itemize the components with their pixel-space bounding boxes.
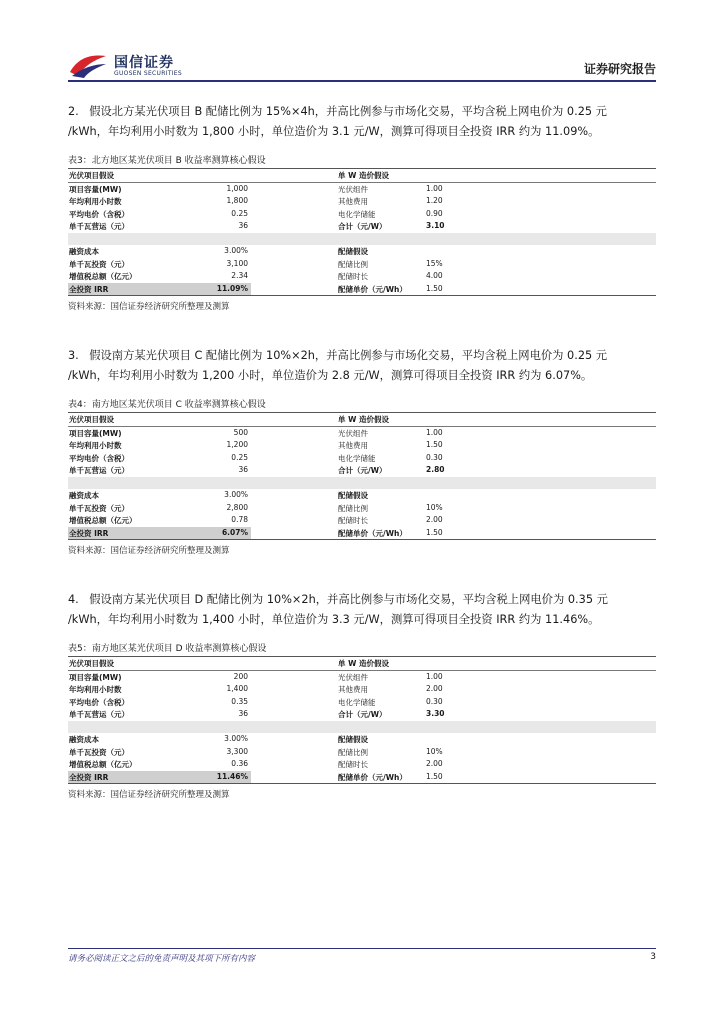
table-title: 表5：南方地区某光伏项目 D 收益率测算核心假设 bbox=[68, 644, 267, 654]
cost-label: 配储比例 bbox=[338, 503, 368, 513]
cost-value: 3.30 bbox=[426, 709, 445, 718]
cost-label: 合计（元/W） bbox=[338, 222, 387, 231]
table-row bbox=[68, 657, 656, 671]
param-label: 年均利用小时数 bbox=[69, 197, 122, 206]
assumption-paragraph bbox=[68, 590, 658, 630]
param-label: 单千瓦投资（元） bbox=[69, 259, 129, 269]
param-label: 平均电价（含税） bbox=[69, 697, 129, 707]
table-row bbox=[68, 514, 656, 527]
table-row bbox=[68, 169, 656, 183]
param-value: 2.34 bbox=[231, 271, 248, 280]
assumption-paragraph bbox=[68, 346, 658, 386]
table-row bbox=[68, 195, 656, 208]
param-label: 单千瓦营运（元） bbox=[69, 710, 129, 719]
param-label: 光伏项目假设 bbox=[69, 415, 114, 424]
table-row bbox=[68, 721, 656, 734]
param-label: 单千瓦营运（元） bbox=[69, 466, 129, 475]
param-label: 融资成本 bbox=[69, 735, 99, 744]
param-label: 增值税总额（亿元） bbox=[69, 516, 137, 525]
param-value: 36 bbox=[238, 465, 248, 474]
logo-chinese-name: 国信证券 bbox=[114, 55, 174, 71]
table-row bbox=[68, 708, 656, 721]
param-value: 1,400 bbox=[226, 684, 248, 693]
table-source-note: 资料来源：国信证券经济研究所整理及测算 bbox=[68, 302, 230, 312]
cost-value: 1.50 bbox=[426, 283, 443, 293]
table-row bbox=[68, 413, 656, 427]
paragraph-line-1 bbox=[68, 590, 658, 610]
table-row bbox=[68, 671, 656, 684]
cost-value: 1.50 bbox=[426, 527, 443, 537]
param-label: 单千瓦投资（元） bbox=[69, 503, 129, 513]
param-value: 3,100 bbox=[226, 258, 248, 268]
param-value: 0.25 bbox=[231, 452, 248, 462]
cost-value: 0.30 bbox=[426, 696, 443, 706]
cost-label: 电化学储能 bbox=[338, 453, 376, 463]
cost-value: 1.50 bbox=[426, 771, 443, 781]
cost-value: 3.10 bbox=[426, 221, 445, 230]
cost-label: 配储时长 bbox=[338, 272, 368, 281]
cost-label: 配储比例 bbox=[338, 259, 368, 269]
table-row bbox=[68, 771, 656, 784]
cost-label: 配储单价（元/Wh） bbox=[338, 284, 407, 294]
cost-value: 2.80 bbox=[426, 465, 445, 474]
param-label: 项目容量(MW) bbox=[69, 428, 122, 438]
param-label: 光伏项目假设 bbox=[69, 659, 114, 668]
paragraph-line-2: /kWh，年均利用小时数为 1,400 小时，单位造价为 3.3 元/W，测算可得项目全投资 IRR 约为 11.46%。 bbox=[68, 613, 600, 626]
param-value: 500 bbox=[233, 427, 248, 437]
cost-value: 4.00 bbox=[426, 271, 443, 280]
param-label: 平均电价（含税） bbox=[69, 209, 129, 219]
report-type-label: 证券研究报告 bbox=[583, 62, 656, 76]
table-row bbox=[68, 245, 656, 258]
table-row bbox=[68, 477, 656, 490]
guosen-logo-icon bbox=[68, 50, 108, 80]
table-row bbox=[68, 527, 656, 540]
param-label: 单千瓦投资（元） bbox=[69, 747, 129, 757]
table-row bbox=[68, 464, 656, 477]
cost-value: 1.00 bbox=[426, 427, 443, 437]
table-source-note: 资料来源：国信证券经济研究所整理及测算 bbox=[68, 546, 230, 556]
param-label: 项目容量(MW) bbox=[69, 672, 122, 682]
table-row bbox=[68, 746, 656, 759]
param-value: 1,800 bbox=[226, 196, 248, 205]
cost-label: 合计（元/W） bbox=[338, 710, 387, 719]
cost-label: 其他费用 bbox=[338, 441, 368, 450]
param-value: 1,200 bbox=[226, 440, 248, 449]
param-value: 11.46% bbox=[216, 771, 248, 781]
cost-label: 配储单价（元/Wh） bbox=[338, 772, 407, 782]
paragraph-line-2: /kWh，年均利用小时数为 1,800 小时，单位造价为 3.1 元/W，测算可得项目全投资 IRR 约为 11.09%。 bbox=[68, 125, 600, 138]
param-value: 11.09% bbox=[216, 283, 248, 293]
table-row bbox=[68, 233, 656, 246]
cost-label: 电化学储能 bbox=[338, 697, 376, 707]
paragraph-number: 3. bbox=[68, 349, 79, 362]
paragraph-line-1 bbox=[68, 346, 658, 366]
cost-value: 0.90 bbox=[426, 208, 443, 218]
table-row bbox=[68, 502, 656, 515]
table-source-note: 资料来源：国信证券经济研究所整理及测算 bbox=[68, 790, 230, 800]
param-value: 200 bbox=[233, 671, 248, 681]
cost-label: 配储假设 bbox=[338, 247, 368, 256]
param-label: 年均利用小时数 bbox=[69, 685, 122, 694]
table-row bbox=[68, 758, 656, 771]
param-value: 0.25 bbox=[231, 208, 248, 218]
table-row bbox=[68, 439, 656, 452]
table-row bbox=[68, 208, 656, 221]
cost-value: 1.00 bbox=[426, 183, 443, 193]
assumption-table bbox=[68, 412, 656, 540]
paragraph-number: 2. bbox=[68, 105, 79, 118]
param-value: 3,300 bbox=[226, 746, 248, 756]
cost-value: 1.20 bbox=[426, 196, 443, 205]
paragraph-line-2: /kWh，年均利用小时数为 1,200 小时，单位造价为 2.8 元/W，测算可得项目全投资 IRR 约为 6.07%。 bbox=[68, 369, 593, 382]
param-value: 3.00% bbox=[224, 490, 248, 499]
cost-label: 配储假设 bbox=[338, 491, 368, 500]
param-value: 36 bbox=[238, 709, 248, 718]
cost-value: 1.50 bbox=[426, 440, 443, 449]
cost-label: 单 W 造价假设 bbox=[338, 171, 389, 180]
param-label: 光伏项目假设 bbox=[69, 171, 114, 180]
cost-label: 配储假设 bbox=[338, 735, 368, 744]
param-value: 1,000 bbox=[226, 183, 248, 193]
paragraph-line-1 bbox=[68, 102, 658, 122]
assumption-paragraph bbox=[68, 102, 658, 142]
footer-disclaimer: 请务必阅读正文之后的免责声明及其项下所有内容 bbox=[68, 954, 256, 964]
param-value: 6.07% bbox=[221, 527, 248, 537]
param-value: 3.00% bbox=[224, 734, 248, 743]
param-label: 年均利用小时数 bbox=[69, 441, 122, 450]
paragraph-number: 4. bbox=[68, 593, 79, 606]
param-label: 平均电价（含税） bbox=[69, 453, 129, 463]
table-row bbox=[68, 270, 656, 283]
param-label: 全投资 IRR bbox=[69, 772, 109, 782]
param-label: 单千瓦营运（元） bbox=[69, 222, 129, 231]
param-value: 0.78 bbox=[231, 515, 248, 524]
header-divider bbox=[68, 80, 656, 82]
cost-value: 15% bbox=[426, 258, 443, 268]
param-label: 融资成本 bbox=[69, 491, 99, 500]
table-row bbox=[68, 489, 656, 502]
paragraph-text: 假设南方某光伏项目 C 配储比例为 10%×2h，并高比例参与市场化交易，平均含税上网电价为 0.25 元 bbox=[89, 349, 608, 362]
cost-label: 光伏组件 bbox=[338, 428, 368, 438]
assumption-table bbox=[68, 656, 656, 784]
param-value: 0.36 bbox=[231, 759, 248, 768]
param-label: 增值税总额（亿元） bbox=[69, 272, 137, 281]
table-row bbox=[68, 220, 656, 233]
param-value: 0.35 bbox=[231, 696, 248, 706]
table-row bbox=[68, 733, 656, 746]
cost-value: 1.00 bbox=[426, 671, 443, 681]
cost-value: 0.30 bbox=[426, 452, 443, 462]
cost-label: 单 W 造价假设 bbox=[338, 415, 389, 424]
table-title: 表4：南方地区某光伏项目 C 收益率测算核心假设 bbox=[68, 400, 266, 410]
page-header bbox=[68, 50, 656, 82]
page-number: 3 bbox=[650, 952, 656, 962]
param-value: 3.00% bbox=[224, 246, 248, 255]
table-row bbox=[68, 258, 656, 271]
cost-label: 配储单价（元/Wh） bbox=[338, 528, 407, 538]
paragraph-text: 假设北方某光伏项目 B 配储比例为 15%×4h，并高比例参与市场化交易，平均含税上网电价为 0.25 元 bbox=[89, 105, 607, 118]
cost-label: 电化学储能 bbox=[338, 209, 376, 219]
cost-label: 合计（元/W） bbox=[338, 466, 387, 475]
logo-english-name: GUOSEN SECURITIES bbox=[114, 70, 183, 77]
cost-label: 其他费用 bbox=[338, 197, 368, 206]
table-row bbox=[68, 696, 656, 709]
param-label: 全投资 IRR bbox=[69, 528, 109, 538]
cost-value: 2.00 bbox=[426, 759, 443, 768]
param-value: 2,800 bbox=[226, 502, 248, 512]
footer-divider bbox=[68, 948, 656, 949]
cost-value: 2.00 bbox=[426, 684, 443, 693]
cost-label: 光伏组件 bbox=[338, 672, 368, 682]
cost-label: 单 W 造价假设 bbox=[338, 659, 389, 668]
cost-value: 10% bbox=[426, 502, 443, 512]
cost-value: 10% bbox=[426, 746, 443, 756]
table-row bbox=[68, 427, 656, 440]
assumption-table bbox=[68, 168, 656, 296]
cost-label: 光伏组件 bbox=[338, 184, 368, 194]
param-label: 增值税总额（亿元） bbox=[69, 760, 137, 769]
cost-label: 配储时长 bbox=[338, 516, 368, 525]
cost-label: 配储比例 bbox=[338, 747, 368, 757]
table-title: 表3：北方地区某光伏项目 B 收益率测算核心假设 bbox=[68, 156, 266, 166]
table-row bbox=[68, 683, 656, 696]
param-label: 全投资 IRR bbox=[69, 284, 109, 294]
paragraph-text: 假设南方某光伏项目 D 配储比例为 10%×2h，并高比例参与市场化交易，平均含税上网电价为 0.35 元 bbox=[89, 593, 608, 606]
param-label: 融资成本 bbox=[69, 247, 99, 256]
table-row bbox=[68, 283, 656, 296]
cost-value: 2.00 bbox=[426, 515, 443, 524]
cost-label: 配储时长 bbox=[338, 760, 368, 769]
param-value: 36 bbox=[238, 221, 248, 230]
table-row bbox=[68, 183, 656, 196]
param-label: 项目容量(MW) bbox=[69, 184, 122, 194]
cost-label: 其他费用 bbox=[338, 685, 368, 694]
table-row bbox=[68, 452, 656, 465]
